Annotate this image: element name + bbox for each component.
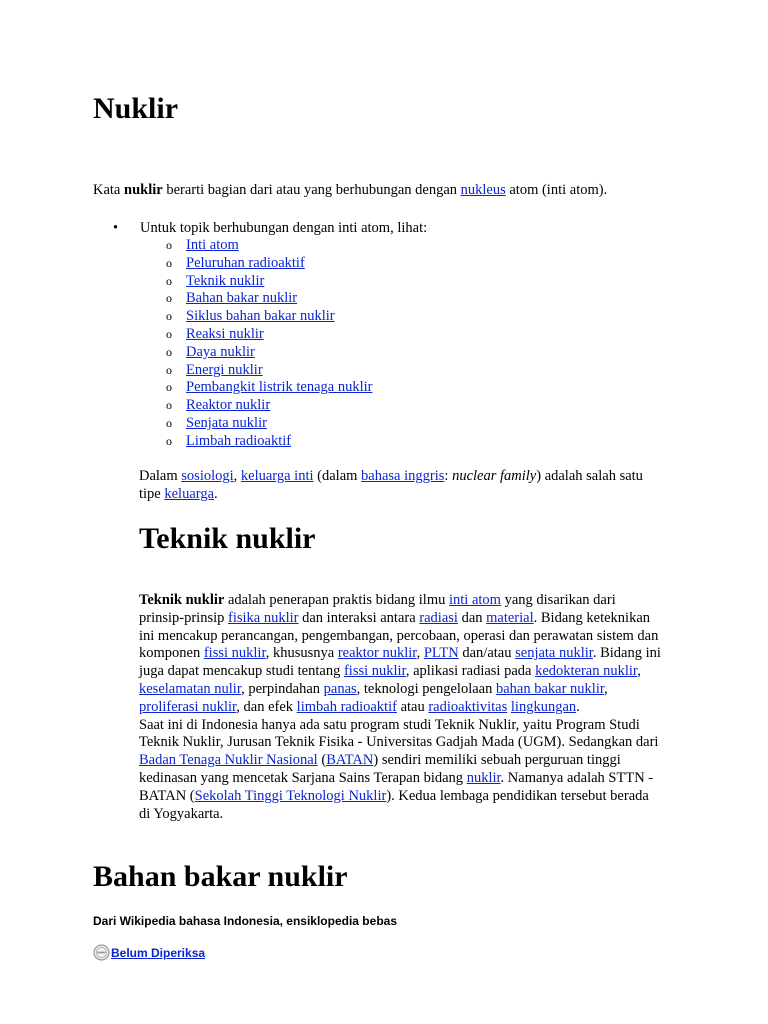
link-topic[interactable]: Reaksi nuklir [186,325,264,342]
text: , [604,680,608,697]
text: , [233,468,241,484]
topic-sublist [113,237,673,451]
link-nuklir[interactable]: nuklir [466,769,501,786]
text: , [416,645,424,662]
text: ). Kedua lembaga pendidikan tersebut berada di Yogyakarta. [139,787,649,822]
text: dan interaksi antara [298,609,420,626]
circle-bullet-icon: o [166,398,172,413]
link-reaktor-nuklir[interactable]: reaktor nuklir [337,645,417,662]
text: dan/atau [458,645,516,662]
link-fissi-nuklir-2[interactable]: fissi nuklir [343,663,406,680]
intro-text: Kata [93,182,124,198]
list-item [140,273,673,291]
list-item [140,255,673,273]
text: , teknologi pengelolaan [356,680,496,697]
teknik-paragraph [139,592,661,823]
link-fissi-nuklir[interactable]: fissi nuklir [203,645,266,662]
review-status-icon [93,944,110,961]
bold-term: Teknik nuklir [139,592,225,608]
italic-term: nuclear family [452,468,537,484]
link-bahasa-inggris[interactable]: bahasa inggris [361,468,445,484]
link-topic[interactable]: Siklus bahan bakar nuklir [186,308,335,325]
link-lingkungan[interactable]: lingkungan [510,698,577,715]
link-topic[interactable]: Peluruhan radioaktif [186,254,305,271]
link-topic[interactable]: Senjata nuklir [186,414,267,431]
link-keselamatan-nulir[interactable]: keselamatan nulir [139,680,242,697]
text: . [214,486,218,502]
text: . Bidang keteknikan ini mencakup perancangan, pengembangan, percobaan, operasi dan perawatan sistem dan komponen [139,609,659,662]
text: , dan efek [236,698,297,715]
list-item [140,379,673,397]
list-item [140,362,673,380]
list-item [140,344,673,362]
link-pltn[interactable]: PLTN [423,645,459,662]
source-note: Dari Wikipedia bahasa Indonesia, ensiklopedia bebas [93,914,397,928]
link-kedokteran-nuklir[interactable]: kedokteran nuklir [535,663,638,680]
circle-bullet-icon: o [166,238,172,252]
circle-bullet-icon: o [166,291,172,306]
link-panas[interactable]: panas [323,680,357,697]
link-radiasi[interactable]: radiasi [419,609,458,626]
topic-bullet [113,219,673,451]
circle-bullet-icon: o [166,273,172,288]
text: dan [457,609,487,626]
circle-bullet-icon: o [166,309,172,324]
link-topic[interactable]: Bahan bakar nuklir [186,290,298,307]
text: atau [396,698,429,715]
text: ) sendiri memiliki sebuah perguruan tinggi kedinasan yang mencetak Sarjana Sains Terapan bidang [139,752,621,786]
link-proliferasi-nuklir[interactable]: proliferasi nuklir [139,698,237,715]
circle-bullet-icon: o [166,344,172,359]
link-topic[interactable]: Daya nuklir [186,343,255,360]
text: (dalam [313,468,362,484]
text: Saat ini di Indonesia hanya ada satu program studi Teknik Nuklir, yaitu Program Studi Teknik Nuklir, Jurusan Teknik Fisika - Universitas Gadjah Mada (UGM). Sedangkan dari [139,716,659,751]
intro-paragraph [93,181,733,199]
intro-bold: nuklir [124,182,163,198]
section-heading-teknik: Teknik nuklir [139,522,316,555]
link-topic[interactable]: Pembangkit listrik tenaga nuklir [186,379,373,396]
text: , aplikasi radiasi pada [405,663,536,680]
text: adalah penerapan praktis bidang ilmu [224,592,449,608]
link-fisika-nuklir[interactable]: fisika nuklir [228,609,299,626]
text: , [637,663,641,680]
intro-text: berarti bagian dari atau yang berhubungan dengan [162,182,461,198]
list-item [140,397,673,415]
link-topic[interactable]: Inti atom [186,237,239,253]
text: . Namanya adalah STTN - BATAN ( [139,769,654,804]
link-nukleus[interactable]: nukleus [460,182,506,198]
text: ( [317,752,327,769]
intro-text: atom (inti atom). [505,182,608,198]
link-sttn[interactable]: Sekolah Tinggi Teknologi Nuklir [194,787,387,804]
circle-bullet-icon: o [166,380,172,395]
section-heading-bahan: Bahan bakar nuklir [93,860,348,893]
circle-bullet-icon: o [166,433,172,448]
circle-bullet-icon: o [166,255,172,270]
bullet-dot-icon: • [113,220,119,236]
link-keluarga-inti[interactable]: keluarga inti [240,468,314,484]
link-batan[interactable]: BATAN [326,752,374,769]
circle-bullet-icon: o [166,415,172,430]
page-title: Nuklir [93,92,179,125]
list-item [140,415,673,433]
circle-bullet-icon: o [166,326,172,341]
text: yang disarikan dari prinsip-prinsip [139,592,616,626]
bullet-text: Untuk topik berhubungan dengan inti atom, lihat: [140,220,428,236]
text: , perpindahan [241,680,324,697]
link-senjata-nuklir[interactable]: senjata nuklir [515,645,593,662]
text: , khususnya [265,645,338,662]
text: . [576,698,580,715]
text: . Bidang ini juga dapat mencakup studi tentang [139,645,661,680]
link-topic[interactable]: Energi nuklir [186,361,263,378]
circle-bullet-icon: o [166,362,172,377]
link-limbah-radioaktif[interactable]: limbah radioaktif [296,698,397,715]
link-topic[interactable]: Limbah radioaktif [186,432,292,449]
link-bahan-bakar-nuklir[interactable]: bahan bakar nuklir [495,680,605,697]
link-topic[interactable]: Teknik nuklir [186,272,265,289]
list-item [140,290,673,308]
link-sosiologi[interactable]: sosiologi [181,468,234,484]
link-keluarga[interactable]: keluarga [164,486,215,502]
link-inti-atom[interactable]: inti atom [449,592,501,608]
list-item [140,237,673,255]
list-item [140,433,673,451]
link-belum-diperiksa[interactable]: Belum Diperiksa [111,945,206,960]
link-topic[interactable]: Reaktor nuklir [186,397,271,414]
text: ) adalah salah satu tipe [139,468,643,502]
text: : [444,468,453,484]
family-paragraph [139,467,659,503]
link-material[interactable]: material [486,609,534,626]
link-radioaktivitas[interactable]: radioaktivitas [428,698,508,715]
link-batan-full[interactable]: Badan Tenaga Nuklir Nasional [139,752,318,769]
text: Dalam [139,468,182,484]
list-item [140,326,673,344]
review-status [93,944,205,961]
list-item [140,308,673,326]
